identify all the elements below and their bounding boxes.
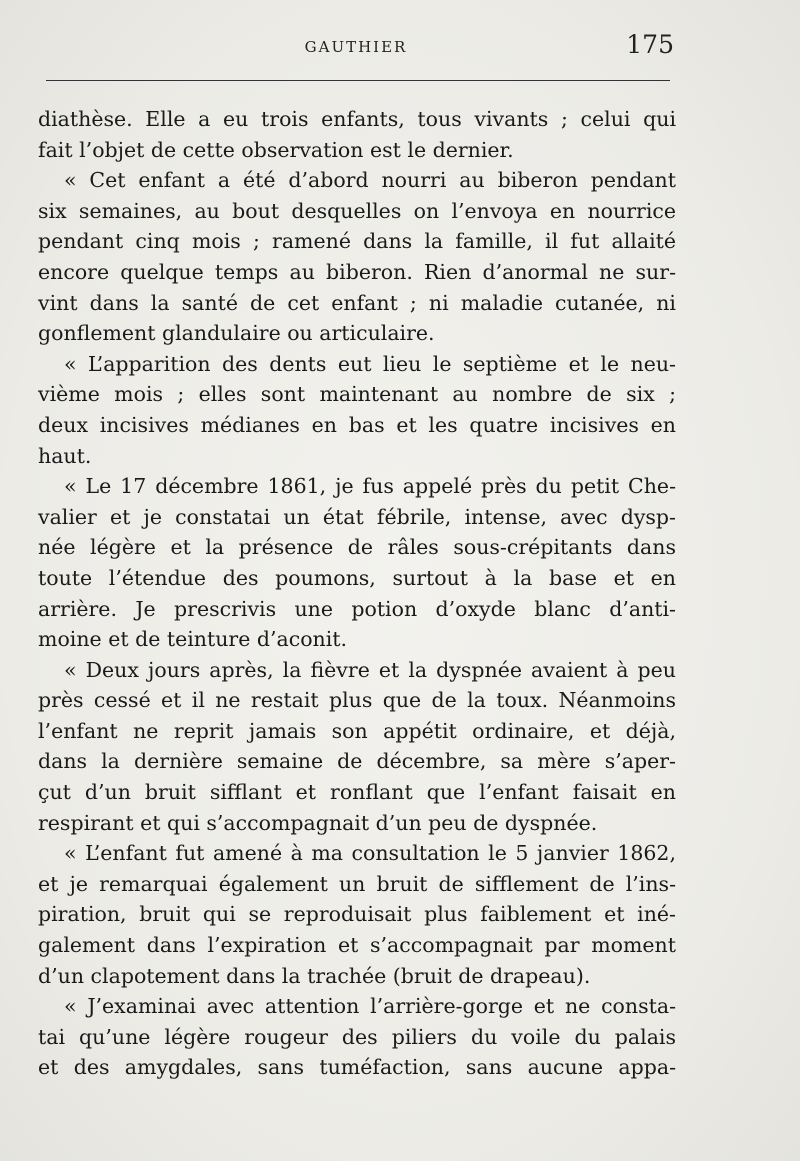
text-line: six semaines, au bout desquelles on l’envoya en nourrice [38, 198, 676, 223]
text-line: « L’enfant fut amené à ma consultation le 5 janvier 1862, [64, 841, 676, 866]
text-line: née légère et la présence de râles sous-crépitants dans [38, 535, 676, 560]
text-line: fait l’objet de cette observation est le dernier. [38, 137, 514, 162]
text-line: toute l’étendue des poumons, surtout à la base et en [38, 565, 676, 590]
text-line: « J’examinai avec attention l’arrière-gorge et ne consta- [64, 994, 676, 1019]
text-line: « Deux jours après, la fièvre et la dyspnée avaient à peu [64, 657, 676, 682]
text-line: pendant cinq mois ; ramené dans la famille, il fut allaité [38, 229, 676, 254]
text-line: l’enfant ne reprit jamais son appétit ordinaire, et déjà, [38, 718, 676, 743]
text-line: encore quelque temps au biberon. Rien d’anormal ne sur- [38, 259, 676, 284]
text-line: deux incisives médianes en bas et les quatre incisives en [38, 412, 676, 437]
text-line: diathèse. Elle a eu trois enfants, tous vivants ; celui qui [38, 107, 676, 131]
text-line: çut d’un bruit sifflant et ronflant que l’enfant faisait en [38, 780, 676, 805]
text-line: près cessé et il ne restait plus que de la toux. Néanmoins [38, 688, 676, 713]
text-line: « Le 17 décembre 1861, je fus appelé près du petit Che- [64, 474, 676, 499]
text-line: « L’apparition des dents eut lieu le septième et le neu- [64, 351, 676, 376]
body-text [38, 104, 676, 1083]
text-line: d’un clapotement dans la trachée (bruit de drapeau). [38, 963, 591, 988]
text-line: piration, bruit qui se reproduisait plus faiblement et iné- [38, 902, 676, 927]
text-line: vint dans la santé de cet enfant ; ni maladie cutanée, ni [38, 290, 676, 315]
text-line: et des amygdales, sans tuméfaction, sans aucune appa- [38, 1055, 676, 1080]
text-line: galement dans l’expiration et s’accompagnait par moment [38, 933, 676, 958]
text-line: « Cet enfant a été d’abord nourri au biberon pendant [64, 168, 676, 193]
text-line: et je remarquai également un bruit de sifflement de l’ins- [38, 871, 676, 896]
text-line: tai qu’une légère rougeur des piliers du voile du palais [38, 1024, 676, 1049]
page-header [38, 30, 674, 70]
text-line: valier et je constatai un état fébrile, intense, avec dysp- [38, 504, 676, 529]
text-line: gonflement glandulaire ou articulaire. [38, 321, 435, 346]
text-line: dans la dernière semaine de décembre, sa mère s’aper- [38, 749, 676, 774]
text-line: vième mois ; elles sont maintenant au nombre de six ; [38, 382, 676, 407]
text-line: respirant et qui s’accompagnait d’un peu de dyspnée. [38, 810, 598, 835]
header-rule [46, 80, 670, 81]
running-head: GAUTHIER [304, 38, 408, 56]
text-line: arrière. Je prescrivis une potion d’oxyde blanc d’anti- [38, 596, 676, 621]
text-line: moine et de teinture d’aconit. [38, 627, 348, 652]
page-number: 175 [626, 30, 674, 59]
text-line: haut. [38, 443, 92, 468]
